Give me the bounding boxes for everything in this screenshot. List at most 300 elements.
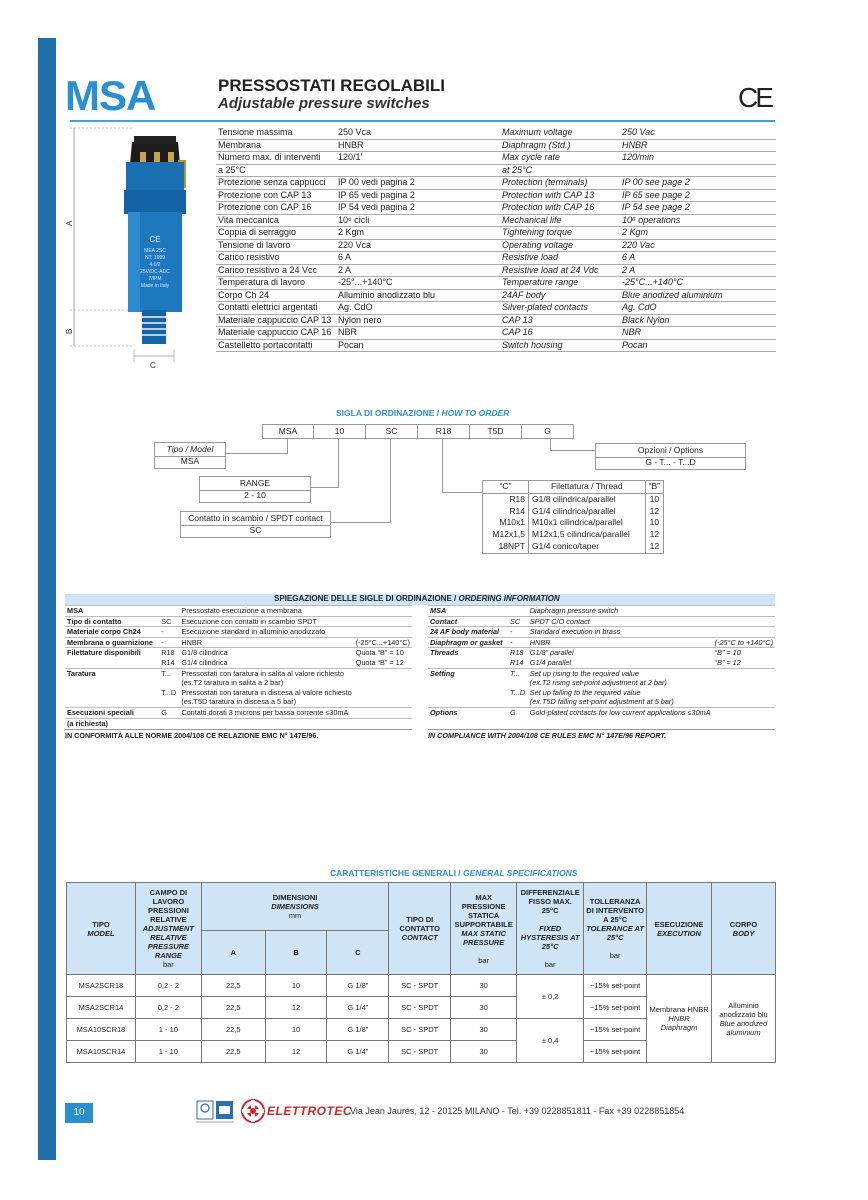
spec-row bbox=[216, 202, 776, 215]
explain-row bbox=[65, 688, 412, 698]
spec-value: 2 A bbox=[336, 264, 500, 277]
brand-name: ELETTROTEC bbox=[267, 1104, 352, 1118]
spec-row bbox=[216, 227, 776, 240]
general-cell: MSA10SCR14 bbox=[67, 1041, 136, 1063]
explain-cell: T... bbox=[510, 668, 520, 678]
explain-cell bbox=[508, 606, 528, 617]
spec-label: Corpo Ch 24 bbox=[216, 289, 336, 302]
thread-row bbox=[483, 506, 664, 518]
tolerance-cell: ~15% set-point bbox=[584, 975, 647, 997]
explain-cell: (-25°C...+140°C) bbox=[355, 637, 410, 647]
thread-cell: 10 bbox=[649, 493, 660, 504]
en-compliance: IN COMPLIANCE WITH 2004/108 CE RULES EMC N° 147E/96 REPORT. bbox=[428, 731, 667, 740]
explain-cell bbox=[65, 678, 159, 688]
explain-cell bbox=[159, 718, 179, 728]
thread-cell: G1/8 cilindrica/parallel bbox=[529, 493, 646, 505]
explain-cell: HNBR bbox=[529, 637, 551, 647]
general-cell: 22,5 bbox=[201, 1041, 265, 1063]
explain-cell bbox=[65, 658, 159, 668]
spec-row bbox=[216, 252, 776, 265]
explain-cell: T... bbox=[161, 668, 171, 678]
spec-row bbox=[216, 239, 776, 252]
thread-cell: M10x1 cilindrica/parallel bbox=[529, 517, 646, 529]
explain-cell: Filettature disponibili bbox=[67, 648, 141, 658]
spec-row bbox=[216, 127, 776, 139]
general-row bbox=[67, 975, 776, 997]
side-accent-bar bbox=[38, 38, 56, 1160]
hysteresis-cell: ± 0,2 bbox=[517, 975, 584, 1019]
explain-cell: SC bbox=[510, 616, 521, 626]
explain-cell: (ex.T5D falling set-point adjustment at 5 bar) bbox=[529, 697, 674, 707]
model-label: Tipo / Model bbox=[154, 442, 226, 457]
explain-cell: T...D bbox=[161, 687, 177, 697]
explain-row bbox=[65, 658, 412, 668]
thread-cell: G1/4 cilindrica/parallel bbox=[529, 506, 646, 518]
explain-row bbox=[65, 707, 412, 718]
spec-label: CAP 16 bbox=[500, 327, 620, 340]
order-code-cell: MSA bbox=[262, 424, 314, 439]
spec-label: Castelletto portacontatti bbox=[216, 339, 336, 352]
hysteresis-cell: ± 0,4 bbox=[517, 1019, 584, 1063]
spec-value: 10⁶ operations bbox=[620, 214, 776, 227]
spec-row bbox=[216, 177, 776, 190]
general-cell: G 1/8” bbox=[327, 1019, 389, 1041]
explain-cell: R18 bbox=[161, 648, 175, 658]
header-rule bbox=[70, 120, 775, 122]
spec-row bbox=[216, 152, 776, 165]
ce-device-icon: CE bbox=[149, 235, 161, 244]
options-label: Opzioni / Options bbox=[595, 443, 746, 458]
explain-cell: R14 bbox=[161, 657, 175, 667]
order-code-row bbox=[262, 424, 574, 439]
contact-label: Contatto in scambio / SPDT contact bbox=[180, 511, 331, 526]
spec-value: 220 Vac bbox=[620, 239, 776, 252]
model-value: MSA bbox=[154, 455, 226, 469]
spec-value: 120/1’ bbox=[336, 152, 500, 165]
company-address: Via Jean Jaurés, 12 - 20125 MILANO - Tel. +39 0228851811 - Fax +39 0228851854 bbox=[350, 1106, 685, 1116]
options-value: G - T... - T...D bbox=[595, 456, 746, 470]
spec-label: Membrana bbox=[216, 139, 336, 152]
general-specs-table: TIPO MODEL CAMPO DI LAVORO PRESSIONI RELATIVE ADJUSTMENT RELATIVE PRESSURE RANGE bar DIMENSIONI DIMENSIONS mm TIPO DI CONTATTO CONTACT MAX PRESSIONE STATICA SUPPORTABILE MAX STATIC PRESSURE bar DIFFERENZIALE FISSO MAX. 25°C FIXED HYSTERESIS AT 25°C bar TOLLERANZA DI INTERVENTO A 25°C TOLERANCE AT 25°C bar ESECUZIONE EXECUTION CORPO BODY A B C MSA2SCR18 0,2 - 2 22,5 10 G 1/8” SC - SPDT 30 ± 0,2 ~15% set-point Membrana HNBR HNBR Diaphragm Alluminio anodizzato blu Blue anodized aluminium MSA2SCR14 0,2 - 2 22,5 12 G 1/4” SC - SPDT 30 ~15% set-point MSA10SCR18 1 - 10 22,5 10 G 1/8” SC - SPDT 30 ± 0,4 ~15% set-point MSA10SCR14 1 - 10 22,5 12 G 1/4” SC - SPDT 30 ~15% set-point bbox=[66, 882, 776, 1063]
spec-label: Tensione di lavoro bbox=[216, 239, 336, 252]
general-cell: 30 bbox=[451, 997, 517, 1019]
explain-cell: Quota “B” = 12 bbox=[355, 657, 404, 667]
spec-label: Protezione con CAP 16 bbox=[216, 202, 336, 215]
thread-cell: R14 bbox=[483, 506, 529, 518]
explain-cell: - bbox=[510, 637, 513, 647]
certification-logos-icon bbox=[196, 1100, 236, 1124]
thread-cell: 18NPT bbox=[483, 541, 529, 553]
order-code-cell: 10 bbox=[314, 424, 366, 439]
spec-label: Diaphragm (Std.) bbox=[500, 139, 620, 152]
spec-value: Pocan bbox=[336, 339, 500, 352]
spec-value bbox=[620, 164, 776, 177]
explain-cell bbox=[354, 668, 412, 678]
range-value: 2 - 10 bbox=[199, 489, 311, 503]
general-cell: 30 bbox=[451, 1019, 517, 1041]
explain-cell: R18 bbox=[510, 648, 524, 658]
thread-cell: 12 bbox=[649, 529, 660, 540]
general-cell: G 1/8” bbox=[327, 975, 389, 997]
explain-cell bbox=[65, 688, 159, 698]
explain-row bbox=[428, 697, 775, 707]
thread-cell: M12x1,5 cilindrica/parallel bbox=[529, 529, 646, 541]
explain-cell bbox=[508, 678, 528, 688]
spec-value: IP 65 see page 2 bbox=[620, 189, 776, 202]
explain-cell bbox=[713, 697, 775, 707]
spec-label: at 25°C bbox=[500, 164, 620, 177]
spec-value: 6 A bbox=[620, 252, 776, 265]
explain-cell: Standard execution in brass bbox=[529, 627, 621, 637]
spec-row bbox=[216, 164, 776, 177]
explain-cell: Gold-plated contacts for low current applications ≤30mA bbox=[529, 707, 711, 717]
explain-cell: 24 AF body material bbox=[430, 627, 500, 637]
spec-label: Carico resistivo bbox=[216, 252, 336, 265]
explain-row bbox=[65, 678, 412, 688]
general-cell: 30 bbox=[451, 1041, 517, 1063]
spec-value: 120/min bbox=[620, 152, 776, 165]
thread-cell: 12 bbox=[649, 540, 660, 551]
explain-cell bbox=[713, 668, 775, 678]
dim-label-a: A bbox=[65, 220, 74, 226]
general-cell: 22,5 bbox=[201, 1019, 265, 1041]
explain-cell: Pressostati con taratura in salita al valore richiesto bbox=[181, 668, 344, 678]
order-code-cell: T5D bbox=[470, 424, 522, 439]
spec-value: 250 Vca bbox=[336, 127, 500, 139]
thread-cell: G1/4 conico/taper bbox=[529, 541, 646, 553]
explain-cell bbox=[354, 627, 412, 638]
explain-cell bbox=[159, 678, 179, 688]
general-cell: 0,2 - 2 bbox=[135, 975, 201, 997]
general-cell: 10 bbox=[265, 1019, 327, 1041]
order-code-cell: G bbox=[522, 424, 574, 439]
general-cell: MSA2SCR14 bbox=[67, 997, 136, 1019]
explain-cell bbox=[428, 688, 508, 698]
general-cell: SC - SPDT bbox=[389, 997, 451, 1019]
general-cell: 22,5 bbox=[201, 997, 265, 1019]
device-line: 7/IPM bbox=[148, 276, 162, 282]
execution-cell: Membrana HNBR HNBR Diaphragm bbox=[647, 975, 712, 1063]
explain-cell bbox=[354, 678, 412, 688]
device-line: Made in Italy bbox=[140, 283, 170, 289]
thread-row bbox=[483, 541, 664, 553]
explain-cell bbox=[65, 697, 159, 707]
explain-cell bbox=[354, 688, 412, 698]
explain-cell bbox=[354, 697, 412, 707]
spec-label: Carico resistivo a 24 Vcc bbox=[216, 264, 336, 277]
explain-cell: (es.T5D taratura in discesa a 5 bar) bbox=[181, 697, 297, 707]
explain-cell: “B” = 12 bbox=[714, 657, 741, 667]
explain-row bbox=[428, 688, 775, 698]
explain-en-table bbox=[428, 605, 775, 718]
explain-cell bbox=[508, 697, 528, 707]
spec-label: Contatti elettrici argentati bbox=[216, 302, 336, 315]
specs-table bbox=[216, 127, 776, 352]
explain-cell: Contatti dorati 3 microns per bassa corrente ≤30mA bbox=[181, 707, 349, 717]
elettrotec-logo-icon bbox=[240, 1098, 268, 1124]
explain-cell: Materiale corpo Ch24 bbox=[67, 627, 141, 637]
explain-cell bbox=[159, 697, 179, 707]
explain-cell bbox=[354, 606, 412, 617]
spec-label: Tightening torque bbox=[500, 227, 620, 240]
spec-value: IP 00 vedi pagina 2 bbox=[336, 177, 500, 190]
spec-value: 10⁶ cicli bbox=[336, 214, 500, 227]
spec-value: 6 A bbox=[336, 252, 500, 265]
explain-cell: Diaphragm or gasket bbox=[430, 637, 503, 647]
explain-row bbox=[428, 658, 775, 668]
explain-row bbox=[65, 697, 412, 707]
spec-value: Black Nylon bbox=[620, 314, 776, 327]
explain-row bbox=[428, 648, 775, 658]
general-cell: G 1/4” bbox=[327, 997, 389, 1019]
general-cell: SC - SPDT bbox=[389, 1041, 451, 1063]
spec-value: 2 Kgm bbox=[336, 227, 500, 240]
explain-cell: Diaphragm pressure switch bbox=[529, 606, 619, 615]
range-label: RANGE bbox=[199, 476, 311, 491]
thread-cell: R18 bbox=[483, 493, 529, 505]
spec-value: Blue anodized aluminium bbox=[620, 289, 776, 302]
tolerance-cell: ~15% set-point bbox=[584, 1019, 647, 1041]
explain-cell: - bbox=[161, 627, 164, 637]
explain-cell: - bbox=[161, 637, 164, 647]
tolerance-cell: ~15% set-point bbox=[584, 1041, 647, 1063]
spec-value: Alluminio anodizzato blu bbox=[336, 289, 500, 302]
general-cell: 12 bbox=[265, 997, 327, 1019]
general-title: CARATTERISTICHE GENERALI / GENERAL SPECIFICATIONS bbox=[330, 868, 578, 878]
explain-row bbox=[65, 637, 412, 648]
spec-label: Coppia di serraggio bbox=[216, 227, 336, 240]
general-cell: 0,2 - 2 bbox=[135, 997, 201, 1019]
general-cell: 12 bbox=[265, 1041, 327, 1063]
explain-cell: (ex.T2 rising set-point adjustment at 2 bar) bbox=[529, 678, 667, 688]
spec-value: Pocan bbox=[620, 339, 776, 352]
device-line: NT: 1999 bbox=[144, 255, 166, 261]
explain-cell: Set up falling to the required value bbox=[529, 687, 641, 697]
spec-label: Silver-plated contacts bbox=[500, 302, 620, 315]
explain-cell: MSA bbox=[430, 606, 447, 615]
explain-cell: Esecuzioni speciali bbox=[67, 707, 134, 717]
tolerance-cell: ~15% set-point bbox=[584, 997, 647, 1019]
spec-value: 2 Kgm bbox=[620, 227, 776, 240]
spec-value: -25°C...+140°C bbox=[620, 277, 776, 290]
page-title: PRESSOSTATI REGOLABILI bbox=[218, 76, 445, 95]
spec-label: Protection with CAP 16 bbox=[500, 202, 620, 215]
explain-cell: R14 bbox=[510, 657, 524, 667]
spec-label: Materiale cappuccio CAP 16 bbox=[216, 327, 336, 340]
spec-row bbox=[216, 302, 776, 315]
spec-label: Temperatura di lavoro bbox=[216, 277, 336, 290]
explain-cell: Taratura bbox=[67, 668, 96, 678]
explain-cell: T...D bbox=[510, 687, 526, 697]
it-compliance: IN CONFORMITÀ ALLE NORME 2004/108 CE RELAZIONE EMC N° 147E/96. bbox=[65, 731, 319, 740]
ce-mark-icon: CE bbox=[738, 82, 771, 113]
order-code-cell: R18 bbox=[418, 424, 470, 439]
spec-row bbox=[216, 339, 776, 352]
explain-cell: Options bbox=[430, 707, 458, 717]
general-cell: 1 - 10 bbox=[135, 1041, 201, 1063]
spec-row bbox=[216, 139, 776, 152]
thread-table: “C” Filettatura / Thread “B” R18 G1/8 cilindrica/parallel 10 R14 G1/4 cilindrica/parallel 12 M10x1 M10x1 cilindrica/parallel 10 M12x1,5 M12x1,5 cilindrica/parallel 12 18NPT G1/4 conico/taper 12 bbox=[482, 480, 664, 554]
order-section-title: SIGLA DI ORDINAZIONE / HOW TO ORDER bbox=[336, 408, 510, 418]
device-line: MEA 2SC bbox=[144, 248, 166, 254]
spec-label: Protezione senza cappucci bbox=[216, 177, 336, 190]
general-cell: 30 bbox=[451, 975, 517, 997]
explain-cell bbox=[428, 658, 508, 668]
spec-value: NBR bbox=[620, 327, 776, 340]
explain-row bbox=[428, 627, 775, 638]
spec-value: 250 Vac bbox=[620, 127, 776, 139]
spec-row bbox=[216, 327, 776, 340]
explain-cell: - bbox=[510, 627, 513, 637]
product-code: MSA bbox=[65, 72, 156, 119]
explain-cell: HNBR bbox=[181, 637, 203, 647]
spec-label: Protection (terminals) bbox=[500, 177, 620, 190]
explain-cell bbox=[713, 616, 775, 627]
explain-cell: “B” = 10 bbox=[714, 648, 741, 658]
general-cell: SC - SPDT bbox=[389, 975, 451, 997]
thread-cell: M10x1 bbox=[483, 517, 529, 529]
general-cell: 1 - 10 bbox=[135, 1019, 201, 1041]
explain-cell: Tipo di contatto bbox=[67, 616, 122, 626]
thread-row bbox=[483, 529, 664, 541]
spec-label: Numero max. di interventi bbox=[216, 152, 336, 165]
thread-row bbox=[483, 517, 664, 529]
device-line: 4.0/2 bbox=[149, 262, 161, 268]
explain-cell bbox=[713, 688, 775, 698]
dim-label-b: B bbox=[65, 328, 74, 334]
explain-cell: Pressostato esecuzione a membrana bbox=[181, 606, 302, 615]
explain-cell: G1/4 parallel bbox=[529, 657, 572, 667]
explain-row bbox=[428, 606, 775, 617]
explain-cell: G1/4 cilindrica bbox=[181, 657, 228, 667]
spec-label: Resistive load bbox=[500, 252, 620, 265]
spec-row bbox=[216, 277, 776, 290]
explain-row bbox=[65, 616, 412, 627]
spec-value: Ag. CdO bbox=[620, 302, 776, 315]
spec-label: 24AF body bbox=[500, 289, 620, 302]
explain-row bbox=[428, 668, 775, 678]
spec-label: Vita meccanica bbox=[216, 214, 336, 227]
contact-value: SC bbox=[180, 524, 331, 538]
explain-cell: MSA bbox=[67, 606, 84, 615]
explain-cell: Esecuzione standard in alluminio anodizzato bbox=[181, 627, 326, 637]
explain-cell: Pressostati con taratura in discesa al valore richiesto bbox=[181, 687, 352, 697]
explain-row bbox=[65, 627, 412, 638]
thread-cell: M12x1,5 bbox=[483, 529, 529, 541]
body-cell: Alluminio anodizzato blu Blue anodized aluminium bbox=[712, 975, 776, 1063]
spec-label: Operating voltage bbox=[500, 239, 620, 252]
spec-value: Nylon nero bbox=[336, 314, 500, 327]
explain-cell: Membrana o guarnizione bbox=[67, 637, 153, 647]
spec-value: NBR bbox=[336, 327, 500, 340]
explain-cell bbox=[428, 697, 508, 707]
general-cell: 10 bbox=[265, 975, 327, 997]
explain-cell: Set up rising to the required value bbox=[529, 668, 639, 678]
explain-row bbox=[65, 668, 412, 678]
explain-cell: G1/8 cilindrica bbox=[181, 648, 228, 658]
explain-cell: SC bbox=[161, 616, 172, 626]
spec-value bbox=[336, 164, 500, 177]
explain-cell bbox=[354, 616, 412, 627]
spec-label: Materiale cappuccio CAP 13 bbox=[216, 314, 336, 327]
explain-cell bbox=[354, 707, 412, 718]
page-number: 10 bbox=[65, 1103, 93, 1123]
dim-label-c: C bbox=[150, 361, 156, 369]
explain-cell bbox=[713, 678, 775, 688]
thread-row bbox=[483, 493, 664, 505]
explain-cell bbox=[354, 718, 412, 728]
explain-cell: Threads bbox=[430, 648, 459, 658]
explain-cell bbox=[713, 627, 775, 638]
spec-row bbox=[216, 189, 776, 202]
spec-value: 220 Vca bbox=[336, 239, 500, 252]
spec-value: IP 00 see page 2 bbox=[620, 177, 776, 190]
explain-title: SPIEGAZIONE DELLE SIGLE DI ORDINAZIONE / ORDERING INFORMATION bbox=[274, 594, 560, 603]
explain-cell bbox=[428, 678, 508, 688]
explain-cell: (a richiesta) bbox=[67, 718, 108, 728]
general-cell: MSA2SCR18 bbox=[67, 975, 136, 997]
spec-label: Switch housing bbox=[500, 339, 620, 352]
explain-cell bbox=[159, 606, 179, 617]
explain-row bbox=[428, 616, 775, 627]
spec-value: 2 A bbox=[620, 264, 776, 277]
thread-cell: 12 bbox=[649, 505, 660, 516]
explain-cell: Esecuzione con contatti in scambio SPDT bbox=[181, 616, 317, 626]
explain-cell: (es.T2 taratura in salita a 2 bar) bbox=[181, 678, 284, 688]
spec-value: IP 65 vedi pagina 2 bbox=[336, 189, 500, 202]
spec-row bbox=[216, 214, 776, 227]
spec-label: Temperature range bbox=[500, 277, 620, 290]
spec-value: Ag. CdO bbox=[336, 302, 500, 315]
explain-row bbox=[428, 637, 775, 648]
explain-cell bbox=[713, 707, 775, 717]
explain-cell: G bbox=[510, 707, 516, 717]
explain-cell: G1/8” parallel bbox=[529, 648, 574, 658]
spec-row bbox=[216, 314, 776, 327]
spec-label: a 25°C bbox=[216, 164, 336, 177]
spec-value: HNBR bbox=[336, 139, 500, 152]
spec-value: IP 54 see page 2 bbox=[620, 202, 776, 215]
explain-cell bbox=[713, 606, 775, 617]
explain-cell: Setting bbox=[430, 668, 455, 678]
explain-cell: (-25°C to +140°C) bbox=[714, 637, 773, 647]
explain-row bbox=[428, 707, 775, 717]
explain-row bbox=[428, 678, 775, 688]
thread-cell: 10 bbox=[649, 517, 660, 528]
order-code-cell: SC bbox=[366, 424, 418, 439]
page-subtitle: Adjustable pressure switches bbox=[218, 95, 430, 112]
spec-label: Tensione massima bbox=[216, 127, 336, 139]
spec-label: Maximum voltage bbox=[500, 127, 620, 139]
spec-label: CAP 13 bbox=[500, 314, 620, 327]
explain-cell: Contact bbox=[430, 616, 458, 626]
spec-label: Max cycle rate bbox=[500, 152, 620, 165]
device-line: 25V/DC-ADC bbox=[140, 269, 170, 275]
general-cell: 22,5 bbox=[201, 975, 265, 997]
spec-value: HNBR bbox=[620, 139, 776, 152]
explain-cell: SPDT C/O contact bbox=[529, 616, 590, 626]
explain-cell bbox=[179, 718, 353, 728]
spec-row bbox=[216, 289, 776, 302]
explain-cell: Quota “B” = 10 bbox=[355, 648, 404, 658]
spec-row bbox=[216, 264, 776, 277]
general-cell: SC - SPDT bbox=[389, 1019, 451, 1041]
general-cell: G 1/4” bbox=[327, 1041, 389, 1063]
pressure-switch-figure bbox=[62, 124, 212, 369]
explain-cell: G bbox=[161, 707, 167, 717]
spec-label: Protezione con CAP 13 bbox=[216, 189, 336, 202]
spec-value: -25°...+140°C bbox=[336, 277, 500, 290]
